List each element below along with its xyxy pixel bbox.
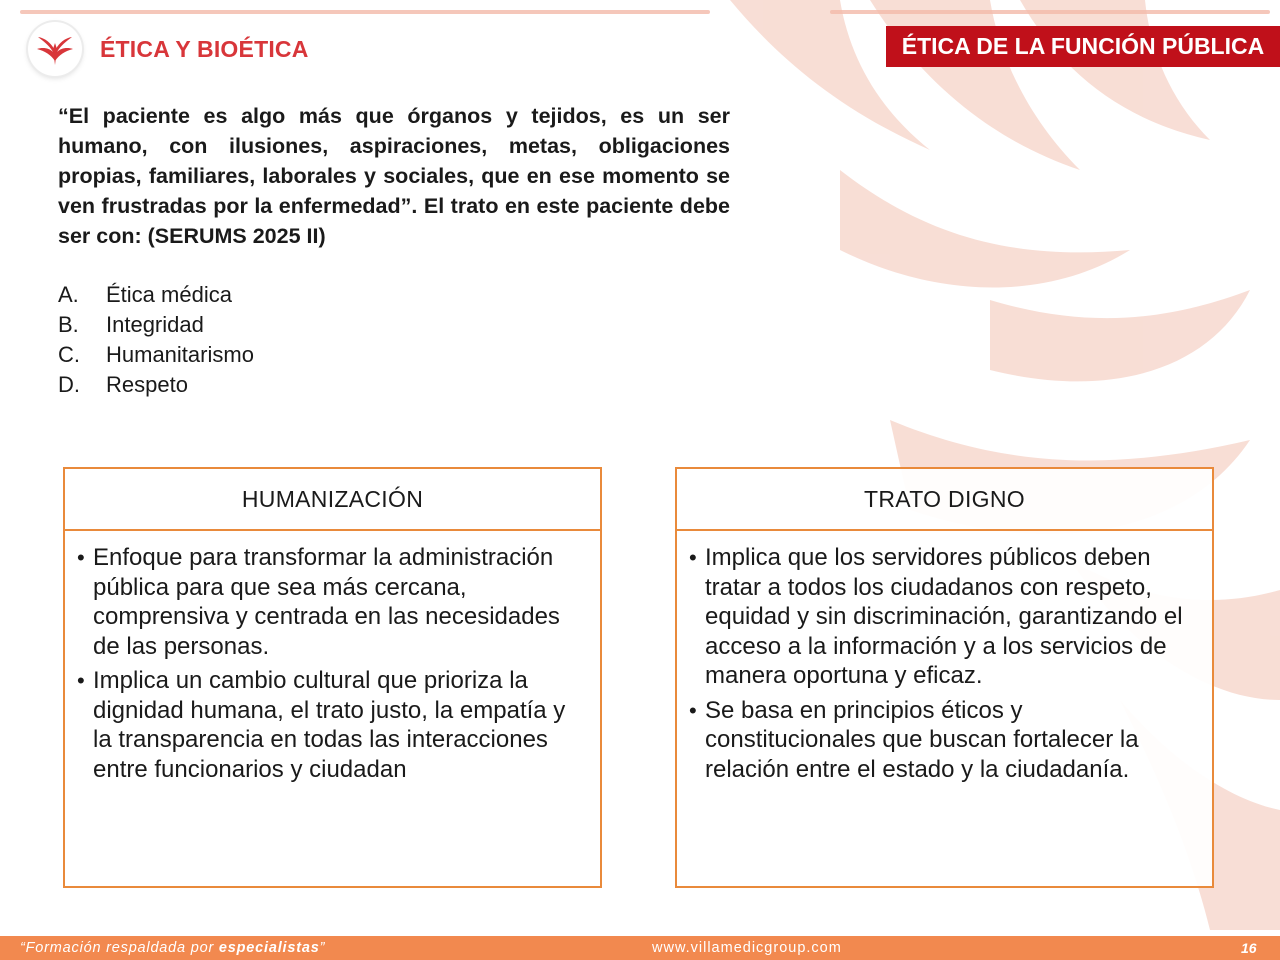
box-title: TRATO DIGNO: [677, 469, 1212, 531]
phoenix-bird-icon: [35, 31, 75, 67]
option-text: Ética médica: [106, 282, 232, 307]
footer-bar: [0, 936, 1280, 960]
option-letter: A.: [58, 282, 79, 307]
bullet-item: • Enfoque para transformar la administración pública para que sea más cercana, comprensiva y centrada en las necesidades de las personas.: [77, 543, 586, 661]
top-decor-line: [20, 10, 710, 14]
question-text: “El paciente es algo más que órganos y tejidos, es un ser humano, con ilusiones, aspiraciones, metas, obligaciones propias, familiares, laborales y sociales, que en ese momento se ven frustradas por la enfermedad”. El trato en este paciente debe ser con: (SERUMS 2025 II): [58, 104, 730, 248]
trato-digno-box: [675, 467, 1214, 888]
option-letter: B.: [58, 312, 79, 337]
footer-url[interactable]: www.villamedicgroup.com: [652, 940, 842, 956]
option-c: [58, 340, 254, 370]
option-letter: C.: [58, 342, 80, 367]
option-b: [58, 310, 254, 340]
footer-slogan: [20, 940, 325, 956]
section-badge: ÉTICA DE LA FUNCIÓN PÚBLICA: [886, 26, 1280, 67]
page-number: 16: [1241, 940, 1257, 956]
option-letter: D.: [58, 372, 80, 397]
bullet-list: [65, 531, 600, 784]
option-a: [58, 280, 254, 310]
humanizacion-box: [63, 467, 602, 888]
slogan-bold: especialistas: [218, 940, 320, 956]
option-text: Integridad: [106, 312, 204, 337]
slogan-suffix: ”: [319, 940, 326, 956]
bullet-list: [677, 531, 1212, 784]
option-d: [58, 370, 254, 400]
option-text: Humanitarismo: [106, 342, 254, 367]
option-text: Respeto: [106, 372, 188, 397]
answer-options: [58, 280, 254, 400]
top-decor-line: [830, 10, 1270, 14]
bullet-item: • Implica un cambio cultural que prioriza la dignidad humana, el trato justo, la empatía y la transparencia en todas las interacciones entre funcionarios y ciudadan: [77, 666, 586, 784]
brand-title: ÉTICA Y BIOÉTICA: [100, 36, 309, 62]
box-title: HUMANIZACIÓN: [65, 469, 600, 531]
brand-logo: [28, 22, 82, 76]
slogan-prefix: “Formación respaldada por: [20, 940, 219, 956]
bullet-item: • Implica que los servidores públicos deben tratar a todos los ciudadanos con respeto, equidad y sin discriminación, garantizando el acceso a la información y a los servicios de manera oportuna y eficaz.: [689, 543, 1198, 691]
bullet-item: • Se basa en principios éticos y constitucionales que buscan fortalecer la relación entre el estado y la ciudadanía.: [689, 696, 1198, 785]
